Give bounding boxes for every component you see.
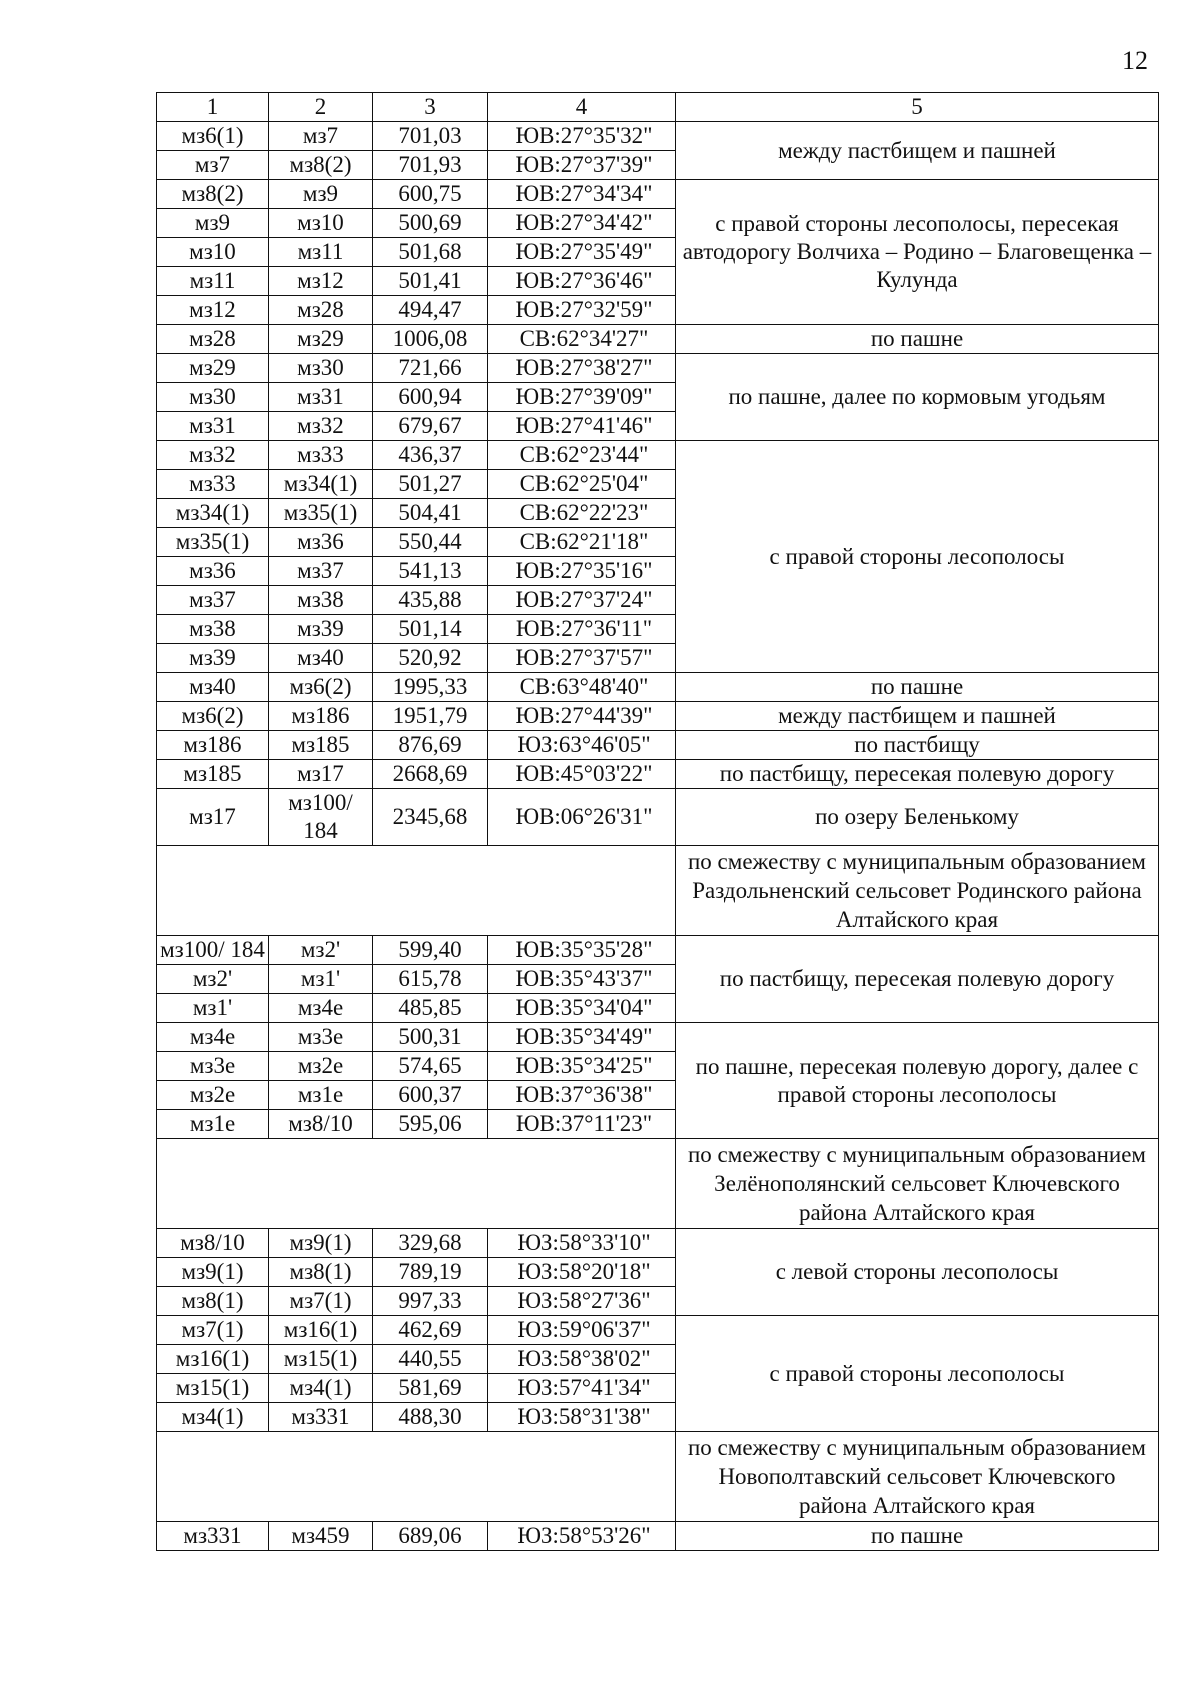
- table-row: [157, 760, 1159, 789]
- segment-bearing: СВ:62°22'23": [488, 499, 676, 528]
- point-from: мз1': [157, 994, 269, 1023]
- segment-length: 436,37: [373, 441, 488, 470]
- segment-length: 2345,68: [373, 789, 488, 846]
- table-row: [157, 122, 1159, 151]
- segment-bearing: ЮЗ:58°20'18": [488, 1258, 676, 1287]
- point-from: мз28: [157, 325, 269, 354]
- point-to: мз32: [269, 412, 373, 441]
- column-header: 5: [676, 93, 1159, 122]
- segment-bearing: ЮВ:35°34'04": [488, 994, 676, 1023]
- point-to: мз3е: [269, 1023, 373, 1052]
- point-from: мз4е: [157, 1023, 269, 1052]
- point-to: мз37: [269, 557, 373, 586]
- point-from: мз4(1): [157, 1403, 269, 1432]
- point-to: мз7(1): [269, 1287, 373, 1316]
- segment-bearing: ЮВ:27°37'24": [488, 586, 676, 615]
- segment-length: 435,88: [373, 586, 488, 615]
- segment-bearing: ЮЗ:58°31'38": [488, 1403, 676, 1432]
- section-row: [157, 1139, 1159, 1229]
- point-from: мз15(1): [157, 1374, 269, 1403]
- table-row: [157, 702, 1159, 731]
- segment-length: 721,66: [373, 354, 488, 383]
- segment-length: 329,68: [373, 1229, 488, 1258]
- point-to: мз15(1): [269, 1345, 373, 1374]
- segment-bearing: ЮВ:27°34'34": [488, 180, 676, 209]
- segment-bearing: ЮВ:27°34'42": [488, 209, 676, 238]
- section-row: [157, 846, 1159, 936]
- point-to: мз40: [269, 644, 373, 673]
- point-from: мз10: [157, 238, 269, 267]
- column-header: 3: [373, 93, 488, 122]
- segment-length: 504,41: [373, 499, 488, 528]
- point-from: мз33: [157, 470, 269, 499]
- segment-bearing: ЮВ:45°03'22": [488, 760, 676, 789]
- point-from: мз3е: [157, 1052, 269, 1081]
- segment-length: 600,94: [373, 383, 488, 412]
- segment-length: 876,69: [373, 731, 488, 760]
- point-from: мз8(1): [157, 1287, 269, 1316]
- segment-bearing: СВ:62°25'04": [488, 470, 676, 499]
- segment-length: 520,92: [373, 644, 488, 673]
- table-row: [157, 180, 1159, 209]
- point-to: мз39: [269, 615, 373, 644]
- segment-length: 494,47: [373, 296, 488, 325]
- segment-length: 600,75: [373, 180, 488, 209]
- point-from: мз40: [157, 673, 269, 702]
- point-to: мз9: [269, 180, 373, 209]
- point-to: мз17: [269, 760, 373, 789]
- point-to: мз12: [269, 267, 373, 296]
- point-from: мз331: [157, 1522, 269, 1551]
- segment-description: по пашне: [676, 1522, 1159, 1551]
- segment-bearing: ЮВ:27°37'57": [488, 644, 676, 673]
- section-note: по смежеству с муниципальным образованием Новополтавский сельсовет Ключевского района Алтайского края: [676, 1432, 1159, 1522]
- segment-length: 1006,08: [373, 325, 488, 354]
- point-from: мз2е: [157, 1081, 269, 1110]
- segment-length: 501,14: [373, 615, 488, 644]
- table-row: [157, 1316, 1159, 1345]
- point-to: мз36: [269, 528, 373, 557]
- section-note: по смежеству с муниципальным образованием Зелёнополянский сельсовет Ключевского района Алтайского края: [676, 1139, 1159, 1229]
- segment-length: 500,69: [373, 209, 488, 238]
- point-from: мз9(1): [157, 1258, 269, 1287]
- segment-bearing: СВ:62°21'18": [488, 528, 676, 557]
- segment-bearing: ЮЗ:58°53'26": [488, 1522, 676, 1551]
- point-from: мз7(1): [157, 1316, 269, 1345]
- segment-description: по пастбищу, пересекая полевую дорогу: [676, 760, 1159, 789]
- table-row: [157, 325, 1159, 354]
- point-to: мз1е: [269, 1081, 373, 1110]
- segment-bearing: ЮЗ:58°33'10": [488, 1229, 676, 1258]
- segment-length: 701,93: [373, 151, 488, 180]
- page-number: 12: [1122, 46, 1148, 75]
- segment-bearing: ЮВ:27°36'11": [488, 615, 676, 644]
- segment-length: 600,37: [373, 1081, 488, 1110]
- point-to: мз4(1): [269, 1374, 373, 1403]
- segment-bearing: ЮВ:27°35'16": [488, 557, 676, 586]
- point-from: мз38: [157, 615, 269, 644]
- segment-bearing: ЮВ:35°34'49": [488, 1023, 676, 1052]
- segment-bearing: ЮЗ:59°06'37": [488, 1316, 676, 1345]
- segment-bearing: ЮВ:06°26'31": [488, 789, 676, 846]
- column-header: 2: [269, 93, 373, 122]
- segment-bearing: ЮЗ:63°46'05": [488, 731, 676, 760]
- segment-description: по пастбищу: [676, 731, 1159, 760]
- segment-length: 1951,79: [373, 702, 488, 731]
- segment-length: 440,55: [373, 1345, 488, 1374]
- segment-bearing: СВ:62°23'44": [488, 441, 676, 470]
- point-to: мз186: [269, 702, 373, 731]
- segment-bearing: ЮВ:27°41'46": [488, 412, 676, 441]
- segment-bearing: ЮВ:27°37'39": [488, 151, 676, 180]
- table-row: [157, 1229, 1159, 1258]
- point-to: мз30: [269, 354, 373, 383]
- point-to: мз459: [269, 1522, 373, 1551]
- point-from: мз17: [157, 789, 269, 846]
- header-row: [157, 93, 1159, 122]
- segment-description: по пашне, пересекая полевую дорогу, далее с правой стороны лесополосы: [676, 1023, 1159, 1139]
- segment-length: 501,68: [373, 238, 488, 267]
- segment-length: 488,30: [373, 1403, 488, 1432]
- section-note: по смежеству с муниципальным образованием Раздольненский сельсовет Родинского района Алтайского края: [676, 846, 1159, 936]
- point-from: мз8(2): [157, 180, 269, 209]
- point-to: мз28: [269, 296, 373, 325]
- segment-description: между пастбищем и пашней: [676, 122, 1159, 180]
- point-from: мз32: [157, 441, 269, 470]
- table-row: [157, 936, 1159, 965]
- point-from: мз37: [157, 586, 269, 615]
- point-from: мз185: [157, 760, 269, 789]
- segment-bearing: ЮЗ:58°27'36": [488, 1287, 676, 1316]
- table-row: [157, 441, 1159, 470]
- point-to: мз2': [269, 936, 373, 965]
- segment-bearing: ЮВ:27°39'09": [488, 383, 676, 412]
- point-from: мз186: [157, 731, 269, 760]
- segment-length: 2668,69: [373, 760, 488, 789]
- point-from: мз100/ 184: [157, 936, 269, 965]
- point-from: мз31: [157, 412, 269, 441]
- table-row: [157, 1522, 1159, 1551]
- point-to: мз35(1): [269, 499, 373, 528]
- segment-length: 595,06: [373, 1110, 488, 1139]
- column-header: 4: [488, 93, 676, 122]
- table-row: [157, 789, 1159, 846]
- point-from: мз30: [157, 383, 269, 412]
- point-to: мз8(2): [269, 151, 373, 180]
- segment-description: по пашне, далее по кормовым угодьям: [676, 354, 1159, 441]
- section-blank-cell: [157, 1432, 676, 1522]
- segment-length: 574,65: [373, 1052, 488, 1081]
- point-from: мз9: [157, 209, 269, 238]
- point-to: мз8(1): [269, 1258, 373, 1287]
- point-from: мз11: [157, 267, 269, 296]
- point-from: мз35(1): [157, 528, 269, 557]
- segment-description: с правой стороны лесополосы: [676, 441, 1159, 673]
- point-from: мз16(1): [157, 1345, 269, 1374]
- segment-description: с правой стороны лесополосы, пересекая автодорогу Волчиха – Родино – Благовещенка – Кулунда: [676, 180, 1159, 325]
- point-to: мз31: [269, 383, 373, 412]
- point-from: мз6(1): [157, 122, 269, 151]
- point-to: мз6(2): [269, 673, 373, 702]
- segment-bearing: ЮВ:37°36'38": [488, 1081, 676, 1110]
- point-from: мз8/10: [157, 1229, 269, 1258]
- table-row: [157, 731, 1159, 760]
- point-from: мз29: [157, 354, 269, 383]
- segment-length: 615,78: [373, 965, 488, 994]
- segment-length: 501,27: [373, 470, 488, 499]
- segment-length: 701,03: [373, 122, 488, 151]
- segment-description: с левой стороны лесополосы: [676, 1229, 1159, 1316]
- segment-description: по озеру Беленькому: [676, 789, 1159, 846]
- segment-description: между пастбищем и пашней: [676, 702, 1159, 731]
- segment-length: 501,41: [373, 267, 488, 296]
- point-to: мз34(1): [269, 470, 373, 499]
- segment-bearing: ЮВ:35°34'25": [488, 1052, 676, 1081]
- point-to: мз100/ 184: [269, 789, 373, 846]
- point-from: мз6(2): [157, 702, 269, 731]
- segment-length: 599,40: [373, 936, 488, 965]
- segment-length: 462,69: [373, 1316, 488, 1345]
- point-to: мз331: [269, 1403, 373, 1432]
- table-row: [157, 1023, 1159, 1052]
- point-to: мз1': [269, 965, 373, 994]
- segment-description: по пашне: [676, 325, 1159, 354]
- column-header: 1: [157, 93, 269, 122]
- point-from: мз1е: [157, 1110, 269, 1139]
- segment-length: 550,44: [373, 528, 488, 557]
- segment-bearing: ЮВ:35°35'28": [488, 936, 676, 965]
- section-blank-cell: [157, 846, 676, 936]
- point-to: мз185: [269, 731, 373, 760]
- point-to: мз10: [269, 209, 373, 238]
- point-to: мз33: [269, 441, 373, 470]
- segment-bearing: ЮВ:27°35'32": [488, 122, 676, 151]
- section-row: [157, 1432, 1159, 1522]
- segment-length: 500,31: [373, 1023, 488, 1052]
- point-to: мз16(1): [269, 1316, 373, 1345]
- point-from: мз2': [157, 965, 269, 994]
- segment-bearing: СВ:63°48'40": [488, 673, 676, 702]
- segment-length: 679,67: [373, 412, 488, 441]
- segment-description: по пашне: [676, 673, 1159, 702]
- segment-length: 485,85: [373, 994, 488, 1023]
- table-row: [157, 673, 1159, 702]
- segment-length: 581,69: [373, 1374, 488, 1403]
- segment-length: 789,19: [373, 1258, 488, 1287]
- segment-length: 541,13: [373, 557, 488, 586]
- segment-bearing: ЮВ:27°36'46": [488, 267, 676, 296]
- table-row: [157, 354, 1159, 383]
- point-to: мз2е: [269, 1052, 373, 1081]
- segment-length: 689,06: [373, 1522, 488, 1551]
- point-from: мз7: [157, 151, 269, 180]
- segment-bearing: ЮВ:27°35'49": [488, 238, 676, 267]
- boundary-table-body: [157, 93, 1159, 1551]
- segment-bearing: ЮВ:27°44'39": [488, 702, 676, 731]
- segment-bearing: ЮВ:35°43'37": [488, 965, 676, 994]
- segment-bearing: ЮВ:27°38'27": [488, 354, 676, 383]
- segment-bearing: ЮЗ:57°41'34": [488, 1374, 676, 1403]
- segment-bearing: ЮВ:27°32'59": [488, 296, 676, 325]
- point-to: мз11: [269, 238, 373, 267]
- segment-bearing: ЮВ:37°11'23": [488, 1110, 676, 1139]
- point-to: мз29: [269, 325, 373, 354]
- segment-description: по пастбищу, пересекая полевую дорогу: [676, 936, 1159, 1023]
- point-to: мз9(1): [269, 1229, 373, 1258]
- point-from: мз34(1): [157, 499, 269, 528]
- segment-description: с правой стороны лесополосы: [676, 1316, 1159, 1432]
- point-from: мз39: [157, 644, 269, 673]
- point-to: мз7: [269, 122, 373, 151]
- section-blank-cell: [157, 1139, 676, 1229]
- point-to: мз8/10: [269, 1110, 373, 1139]
- point-to: мз4е: [269, 994, 373, 1023]
- segment-length: 997,33: [373, 1287, 488, 1316]
- boundary-table: [156, 92, 1159, 1551]
- segment-bearing: ЮЗ:58°38'02": [488, 1345, 676, 1374]
- point-to: мз38: [269, 586, 373, 615]
- segment-length: 1995,33: [373, 673, 488, 702]
- segment-bearing: СВ:62°34'27": [488, 325, 676, 354]
- point-from: мз36: [157, 557, 269, 586]
- point-from: мз12: [157, 296, 269, 325]
